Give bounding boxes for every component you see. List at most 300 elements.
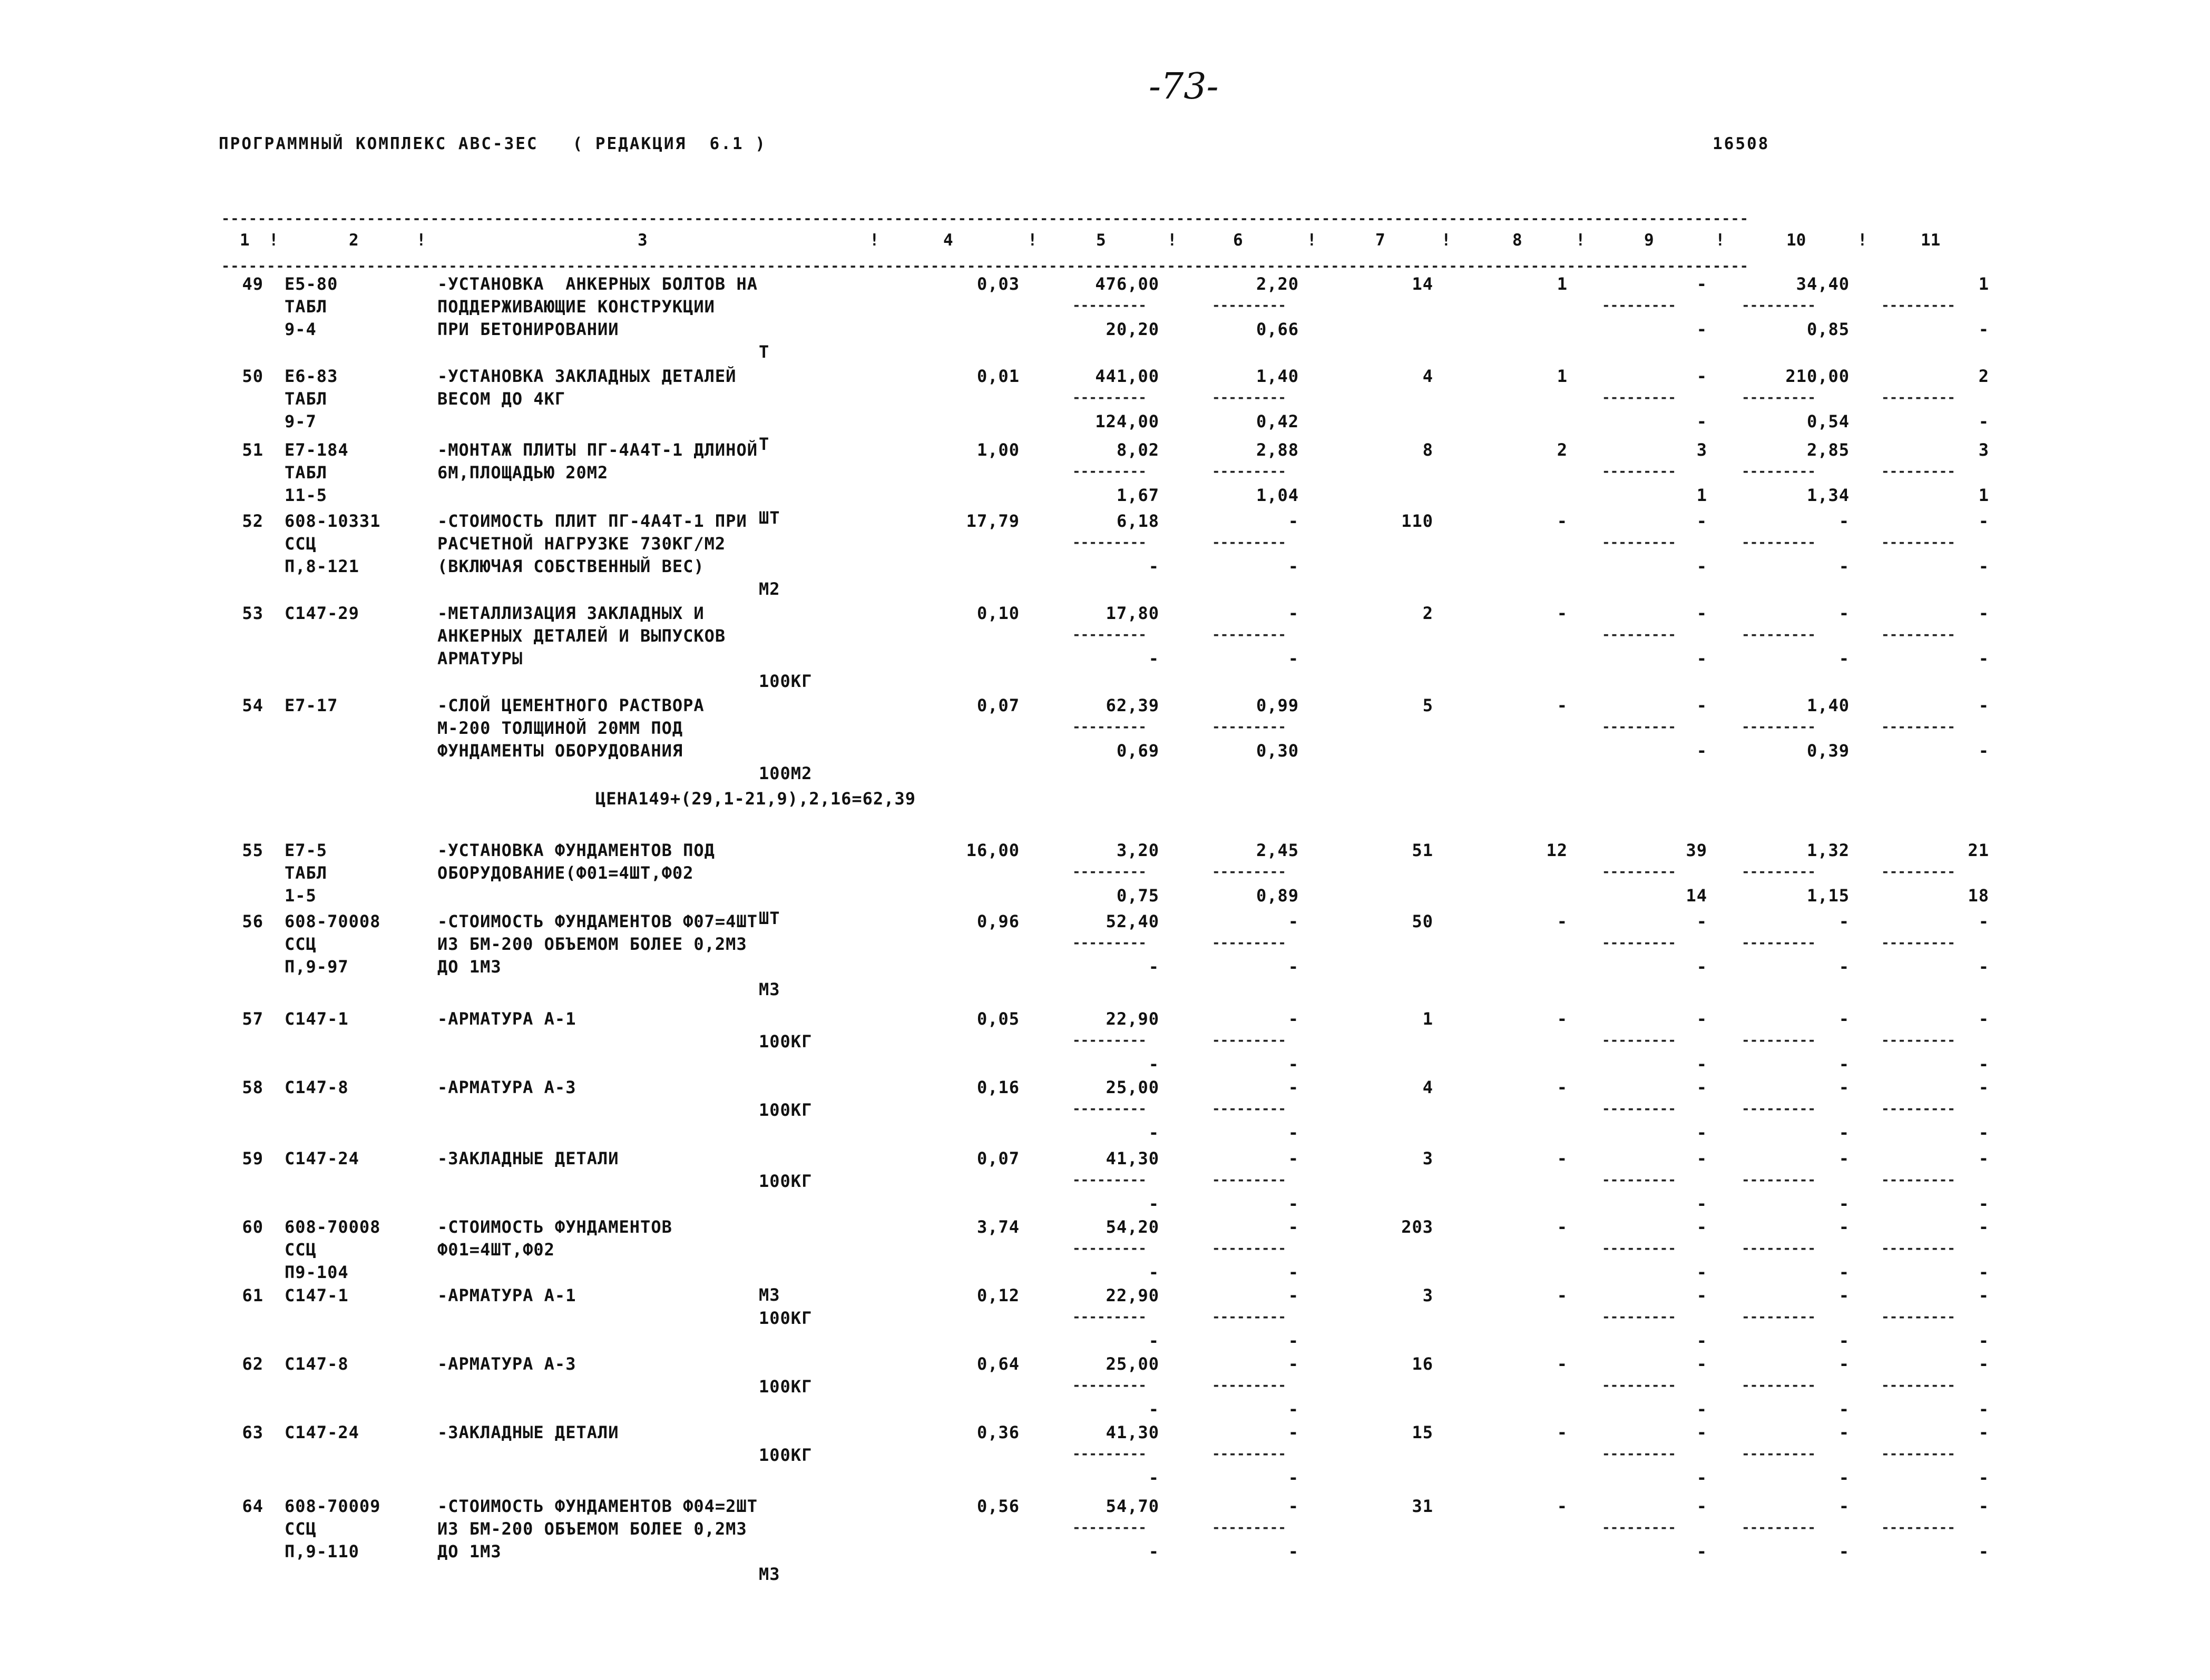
value-c5: 41,30 xyxy=(1106,1422,1159,1442)
value-c11b: - xyxy=(1978,1541,1989,1561)
unit-of-measure: Т xyxy=(759,342,770,362)
work-description: ФУНДАМЕНТЫ ОБОРУДОВАНИЯ xyxy=(437,741,683,761)
row-number: 64 xyxy=(242,1496,263,1516)
work-description: ВЕСОМ ДО 4КГ xyxy=(437,389,566,409)
column-number: 9 xyxy=(1644,231,1654,250)
rate-code: ССЦ xyxy=(285,1519,317,1539)
value-c5: 441,00 xyxy=(1095,366,1159,386)
cell-subrule: --------- xyxy=(1072,864,1147,880)
value-c11b: - xyxy=(1978,1194,1989,1214)
row-number: 51 xyxy=(242,440,263,460)
value-c10b: 0,39 xyxy=(1806,741,1850,761)
cell-subrule: --------- xyxy=(1212,1101,1286,1117)
unit-of-measure: ШТ xyxy=(759,908,780,928)
cell-subrule: --------- xyxy=(1072,535,1147,551)
work-description: -СТОИМОСТЬ ПЛИТ ПГ-4А4Т-1 ПРИ xyxy=(437,511,747,531)
table-rule-top: ------------------------------------------------------------------------------------------------------------------------------------------------------------------------ xyxy=(221,211,1749,227)
unit-of-measure: М3 xyxy=(759,979,780,999)
cell-subrule: --------- xyxy=(1881,1241,1955,1256)
cell-subrule: --------- xyxy=(1212,1378,1286,1393)
cell-subrule: --------- xyxy=(1072,719,1147,735)
value-c9: - xyxy=(1696,1354,1707,1374)
value-c6: - xyxy=(1288,1217,1299,1237)
column-separator: ! xyxy=(269,231,279,250)
value-c11b: - xyxy=(1978,741,1989,761)
cell-subrule: --------- xyxy=(1742,1309,1816,1325)
cell-subrule: --------- xyxy=(1602,719,1676,735)
table-rule-header: ------------------------------------------------------------------------------------------------------------------------------------------------------------------------ xyxy=(221,258,1749,274)
column-number: 3 xyxy=(638,231,648,250)
value-c6b: 0,30 xyxy=(1256,741,1299,761)
value-c6b: - xyxy=(1288,1054,1299,1074)
value-c7: 50 xyxy=(1412,911,1433,931)
value-c9: - xyxy=(1696,1285,1707,1305)
value-c10b: - xyxy=(1839,1054,1850,1074)
value-c11b: 18 xyxy=(1968,886,1989,906)
cell-subrule: --------- xyxy=(1072,627,1147,643)
value-c10: 2,85 xyxy=(1806,440,1850,460)
value-c8: 1 xyxy=(1557,366,1568,386)
cell-subrule: --------- xyxy=(1742,1172,1816,1188)
column-number: 7 xyxy=(1375,231,1385,250)
rate-code: ССЦ xyxy=(285,1240,317,1260)
rate-code: 11-5 xyxy=(285,485,328,505)
value-c9: - xyxy=(1696,1217,1707,1237)
value-c11b: - xyxy=(1978,957,1989,977)
value-c4: 0,05 xyxy=(976,1009,1020,1029)
value-c9: - xyxy=(1696,695,1707,715)
rate-code: ССЦ xyxy=(285,934,317,954)
value-c10b: - xyxy=(1839,1262,1850,1282)
row-number: 56 xyxy=(242,911,263,931)
value-c6: - xyxy=(1288,911,1299,931)
column-separator: ! xyxy=(1167,231,1177,250)
value-c6: - xyxy=(1288,1422,1299,1442)
cell-subrule: --------- xyxy=(1212,1446,1286,1462)
value-c6b: 0,89 xyxy=(1256,886,1299,906)
value-c11: 3 xyxy=(1978,440,1989,460)
work-description: РАСЧЕТНОЙ НАГРУЗКЕ 730КГ/М2 xyxy=(437,534,726,554)
value-c10b: 0,54 xyxy=(1806,411,1850,431)
value-c11: - xyxy=(1978,911,1989,931)
value-c8: - xyxy=(1557,1496,1568,1516)
value-c5b: - xyxy=(1148,1262,1159,1282)
value-c8: - xyxy=(1557,1009,1568,1029)
rate-code: ТАБЛ xyxy=(285,389,328,409)
value-c9: 39 xyxy=(1686,840,1707,860)
value-c11: - xyxy=(1978,695,1989,715)
value-c4: 0,16 xyxy=(976,1077,1020,1097)
column-separator: ! xyxy=(1441,231,1451,250)
value-c5: 476,00 xyxy=(1095,274,1159,294)
cell-subrule: --------- xyxy=(1881,298,1955,313)
cell-subrule: --------- xyxy=(1881,1101,1955,1117)
cell-subrule: --------- xyxy=(1072,1101,1147,1117)
row-number: 60 xyxy=(242,1217,263,1237)
row-number: 62 xyxy=(242,1354,263,1374)
value-c5b: - xyxy=(1148,1331,1159,1351)
value-c5b: - xyxy=(1148,649,1159,669)
cell-subrule: --------- xyxy=(1072,298,1147,313)
value-c7: 3 xyxy=(1422,1285,1433,1305)
cell-subrule: --------- xyxy=(1212,935,1286,951)
value-c6b: - xyxy=(1288,1331,1299,1351)
cell-subrule: --------- xyxy=(1212,535,1286,551)
cell-subrule: --------- xyxy=(1602,1241,1676,1256)
rate-code: Е7-5 xyxy=(285,840,328,860)
rate-code: Е6-83 xyxy=(285,366,338,386)
rate-code: Е5-80 xyxy=(285,274,338,294)
cell-subrule: --------- xyxy=(1602,1172,1676,1188)
value-c10b: 1,15 xyxy=(1806,886,1850,906)
cell-subrule: --------- xyxy=(1602,627,1676,643)
value-c10: - xyxy=(1839,1077,1850,1097)
value-c9b: - xyxy=(1696,556,1707,576)
value-c9b: - xyxy=(1696,1123,1707,1143)
work-description: -АРМАТУРА А-1 xyxy=(437,1009,576,1029)
value-c10b: - xyxy=(1839,1331,1850,1351)
rate-code: С147-29 xyxy=(285,603,359,623)
value-c5b: - xyxy=(1148,1054,1159,1074)
rate-code: ТАБЛ xyxy=(285,297,328,317)
cell-subrule: --------- xyxy=(1602,935,1676,951)
value-c9b: - xyxy=(1696,1194,1707,1214)
unit-of-measure: 100КГ xyxy=(759,1377,813,1397)
cell-subrule: --------- xyxy=(1212,719,1286,735)
cell-subrule: --------- xyxy=(1742,390,1816,406)
value-c11b: - xyxy=(1978,1399,1989,1419)
value-c11b: - xyxy=(1978,556,1989,576)
work-description: -МОНТАЖ ПЛИТЫ ПГ-4А4Т-1 ДЛИНОЙ xyxy=(437,440,758,460)
value-c6: - xyxy=(1288,1077,1299,1097)
value-c8: - xyxy=(1557,695,1568,715)
cell-subrule: --------- xyxy=(1602,535,1676,551)
row-number: 50 xyxy=(242,366,263,386)
column-number: 6 xyxy=(1233,231,1243,250)
value-c9: - xyxy=(1696,274,1707,294)
unit-of-measure: 100М2 xyxy=(759,763,813,783)
value-c4: 16,00 xyxy=(966,840,1020,860)
rate-code: С147-8 xyxy=(285,1354,349,1374)
value-c10: - xyxy=(1839,1217,1850,1237)
work-description: ДО 1М3 xyxy=(437,957,502,977)
work-description: АРМАТУРЫ xyxy=(437,649,523,669)
unit-of-measure: 100КГ xyxy=(759,1031,813,1052)
value-c7: 5 xyxy=(1422,695,1433,715)
value-c9b: - xyxy=(1696,1054,1707,1074)
value-c11b: - xyxy=(1978,1331,1989,1351)
value-c6: 1,40 xyxy=(1256,366,1299,386)
value-c5b: - xyxy=(1148,556,1159,576)
value-c4: 0,07 xyxy=(976,1148,1020,1168)
value-c10: - xyxy=(1839,1009,1850,1029)
cell-subrule: --------- xyxy=(1742,1241,1816,1256)
value-c11b: - xyxy=(1978,411,1989,431)
cell-subrule: --------- xyxy=(1881,935,1955,951)
value-c5b: - xyxy=(1148,1194,1159,1214)
cell-subrule: --------- xyxy=(1881,1378,1955,1393)
cell-subrule: --------- xyxy=(1602,1309,1676,1325)
value-c7: 31 xyxy=(1412,1496,1433,1516)
value-c6: 2,20 xyxy=(1256,274,1299,294)
value-c4: 17,79 xyxy=(966,511,1020,531)
rate-code: 9-4 xyxy=(285,319,317,339)
value-c10: 1,32 xyxy=(1806,840,1850,860)
work-description: ОБОРУДОВАНИЕ(Ф01=4ШТ,Ф02 xyxy=(437,863,694,883)
value-c8: - xyxy=(1557,1217,1568,1237)
value-c4: 0,36 xyxy=(976,1422,1020,1442)
work-description: -АРМАТУРА А-1 xyxy=(437,1285,576,1305)
cell-subrule: --------- xyxy=(1212,464,1286,479)
value-c11b: - xyxy=(1978,1054,1989,1074)
column-number: 10 xyxy=(1786,231,1806,250)
value-c11b: 1 xyxy=(1978,485,1989,505)
work-description: Ф01=4ШТ,Ф02 xyxy=(437,1240,555,1260)
value-c5b: - xyxy=(1148,1123,1159,1143)
value-c6b: - xyxy=(1288,1194,1299,1214)
value-c10: - xyxy=(1839,1285,1850,1305)
value-c6b: - xyxy=(1288,1399,1299,1419)
column-separator: ! xyxy=(1307,231,1317,250)
value-c6: 2,45 xyxy=(1256,840,1299,860)
work-description: (ВКЛЮЧАЯ СОБСТВЕННЫЙ ВЕС) xyxy=(437,556,705,576)
value-c7: 51 xyxy=(1412,840,1433,860)
rate-code: ССЦ xyxy=(285,534,317,554)
unit-of-measure: Т xyxy=(759,434,770,454)
row-number: 61 xyxy=(242,1285,263,1305)
rate-code: 608-70009 xyxy=(285,1496,381,1516)
value-c9b: - xyxy=(1696,1262,1707,1282)
value-c9: - xyxy=(1696,1077,1707,1097)
value-c11: 21 xyxy=(1968,840,1989,860)
value-c5b: - xyxy=(1148,1541,1159,1561)
value-c5: 62,39 xyxy=(1106,695,1159,715)
value-c4: 0,10 xyxy=(976,603,1020,623)
value-c11: - xyxy=(1978,1285,1989,1305)
work-description: АНКЕРНЫХ ДЕТАЛЕЙ И ВЫПУСКОВ xyxy=(437,626,726,646)
row-number: 52 xyxy=(242,511,263,531)
value-c9: 3 xyxy=(1696,440,1707,460)
value-c7: 8 xyxy=(1422,440,1433,460)
work-description: ИЗ БМ-200 ОБЪЕМОМ БОЛЕЕ 0,2М3 xyxy=(437,1519,747,1539)
work-description: ДО 1М3 xyxy=(437,1541,502,1561)
rate-code: П,9-97 xyxy=(285,957,349,977)
value-c7: 16 xyxy=(1412,1354,1433,1374)
value-c10: - xyxy=(1839,603,1850,623)
cell-subrule: --------- xyxy=(1212,1309,1286,1325)
value-c9b: 1 xyxy=(1696,485,1707,505)
value-c10: - xyxy=(1839,1148,1850,1168)
value-c5: 25,00 xyxy=(1106,1354,1159,1374)
work-description: ПРИ БЕТОНИРОВАНИИ xyxy=(437,319,619,339)
value-c7: 110 xyxy=(1401,511,1433,531)
cell-subrule: --------- xyxy=(1602,1446,1676,1462)
value-c6b: - xyxy=(1288,1541,1299,1561)
value-c10: - xyxy=(1839,911,1850,931)
value-c11b: - xyxy=(1978,1262,1989,1282)
value-c4: 1,00 xyxy=(976,440,1020,460)
value-c6b: - xyxy=(1288,556,1299,576)
value-c5: 17,80 xyxy=(1106,603,1159,623)
value-c9: - xyxy=(1696,1496,1707,1516)
value-c11: - xyxy=(1978,1354,1989,1374)
row-number: 59 xyxy=(242,1148,263,1168)
work-description: -СТОИМОСТЬ ФУНДАМЕНТОВ Ф04=2ШТ xyxy=(437,1496,758,1516)
cell-subrule: --------- xyxy=(1881,1172,1955,1188)
value-c7: 203 xyxy=(1401,1217,1433,1237)
cell-subrule: --------- xyxy=(1602,1520,1676,1536)
cell-subrule: --------- xyxy=(1742,298,1816,313)
value-c4: 0,03 xyxy=(976,274,1020,294)
unit-of-measure: М3 xyxy=(759,1285,780,1305)
value-c5: 6,18 xyxy=(1116,511,1159,531)
value-c9b: - xyxy=(1696,319,1707,339)
value-c5b: 20,20 xyxy=(1106,319,1159,339)
cell-subrule: --------- xyxy=(1742,1101,1816,1117)
column-number: 11 xyxy=(1921,231,1941,250)
value-c6: - xyxy=(1288,1285,1299,1305)
cell-subrule: --------- xyxy=(1742,1446,1816,1462)
value-c11: - xyxy=(1978,1422,1989,1442)
value-c7: 4 xyxy=(1422,1077,1433,1097)
value-c11: - xyxy=(1978,1009,1989,1029)
value-c6b: - xyxy=(1288,1123,1299,1143)
column-separator: ! xyxy=(869,231,879,250)
rate-code: 608-70008 xyxy=(285,911,381,931)
work-description: М-200 ТОЛЩИНОЙ 20ММ ПОД xyxy=(437,718,683,738)
column-number: 5 xyxy=(1096,231,1106,250)
unit-of-measure: М3 xyxy=(759,1564,780,1584)
row-number: 54 xyxy=(242,695,263,715)
cell-subrule: --------- xyxy=(1072,1520,1147,1536)
value-c9: - xyxy=(1696,603,1707,623)
value-c9b: - xyxy=(1696,1331,1707,1351)
value-c11b: - xyxy=(1978,649,1989,669)
cell-subrule: --------- xyxy=(1212,627,1286,643)
value-c11b: - xyxy=(1978,1123,1989,1143)
work-description: -МЕТАЛЛИЗАЦИЯ ЗАКЛАДНЫХ И xyxy=(437,603,705,623)
rate-code: С147-24 xyxy=(285,1422,359,1442)
value-c8: - xyxy=(1557,511,1568,531)
cell-subrule: --------- xyxy=(1212,1520,1286,1536)
rate-code: С147-8 xyxy=(285,1077,349,1097)
value-c9: - xyxy=(1696,1148,1707,1168)
value-c6: - xyxy=(1288,1148,1299,1168)
value-c10b: - xyxy=(1839,1194,1850,1214)
cell-subrule: --------- xyxy=(1212,864,1286,880)
value-c10b: - xyxy=(1839,556,1850,576)
value-c6b: 1,04 xyxy=(1256,485,1299,505)
work-description: -УСТАНОВКА ФУНДАМЕНТОВ ПОД xyxy=(437,840,715,860)
cell-subrule: --------- xyxy=(1742,1033,1816,1048)
value-c4: 0,12 xyxy=(976,1285,1020,1305)
cell-subrule: --------- xyxy=(1881,535,1955,551)
value-c10: 1,40 xyxy=(1806,695,1850,715)
rate-code: С147-24 xyxy=(285,1148,359,1168)
cell-subrule: --------- xyxy=(1881,719,1955,735)
value-c7: 1 xyxy=(1422,1009,1433,1029)
value-c6: - xyxy=(1288,511,1299,531)
rate-code: С147-1 xyxy=(285,1285,349,1305)
unit-of-measure: ШТ xyxy=(759,508,780,528)
rate-code: ТАБЛ xyxy=(285,863,328,883)
rate-code: С147-1 xyxy=(285,1009,349,1029)
cell-subrule: --------- xyxy=(1742,864,1816,880)
value-c5: 54,20 xyxy=(1106,1217,1159,1237)
unit-of-measure: 100КГ xyxy=(759,1445,813,1465)
value-c10: - xyxy=(1839,511,1850,531)
row-number: 49 xyxy=(242,274,263,294)
value-c5b: 0,75 xyxy=(1116,886,1159,906)
value-c4: 0,07 xyxy=(976,695,1020,715)
column-number: 2 xyxy=(349,231,359,250)
value-c9b: - xyxy=(1696,411,1707,431)
value-c5b: - xyxy=(1148,1468,1159,1488)
value-c10: 210,00 xyxy=(1785,366,1850,386)
row-number: 55 xyxy=(242,840,263,860)
value-c5: 41,30 xyxy=(1106,1148,1159,1168)
value-c6: 2,88 xyxy=(1256,440,1299,460)
value-c8: - xyxy=(1557,911,1568,931)
work-description: -ЗАКЛАДНЫЕ ДЕТАЛИ xyxy=(437,1148,619,1168)
value-c10: - xyxy=(1839,1496,1850,1516)
value-c11: - xyxy=(1978,603,1989,623)
cell-subrule: --------- xyxy=(1742,719,1816,735)
work-description: -АРМАТУРА А-3 xyxy=(437,1354,576,1374)
cell-subrule: --------- xyxy=(1212,1033,1286,1048)
value-c8: - xyxy=(1557,1077,1568,1097)
rate-code: П9-104 xyxy=(285,1262,349,1282)
value-c8: - xyxy=(1557,1354,1568,1374)
cell-subrule: --------- xyxy=(1072,1033,1147,1048)
document-code: 16508 xyxy=(1713,134,1770,153)
cell-subrule: --------- xyxy=(1602,864,1676,880)
value-c9: - xyxy=(1696,1422,1707,1442)
cell-subrule: --------- xyxy=(1212,298,1286,313)
cell-subrule: --------- xyxy=(1072,1241,1147,1256)
value-c6: 0,99 xyxy=(1256,695,1299,715)
cell-subrule: --------- xyxy=(1602,464,1676,479)
value-c10b: 1,34 xyxy=(1806,485,1850,505)
value-c5b: - xyxy=(1148,957,1159,977)
value-c11b: - xyxy=(1978,319,1989,339)
unit-of-measure: М2 xyxy=(759,579,780,599)
work-description: ПОДДЕРЖИВАЮЩИЕ КОНСТРУКЦИИ xyxy=(437,297,715,317)
cell-subrule: --------- xyxy=(1742,1378,1816,1393)
value-c7: 15 xyxy=(1412,1422,1433,1442)
cell-subrule: --------- xyxy=(1881,390,1955,406)
value-c10b: - xyxy=(1839,649,1850,669)
cell-subrule: --------- xyxy=(1881,627,1955,643)
value-c6b: 0,66 xyxy=(1256,319,1299,339)
value-c9b: - xyxy=(1696,1468,1707,1488)
value-c4: 0,64 xyxy=(976,1354,1020,1374)
value-c9b: - xyxy=(1696,741,1707,761)
cell-subrule: --------- xyxy=(1881,464,1955,479)
cell-subrule: --------- xyxy=(1072,1309,1147,1325)
rate-code: Е7-17 xyxy=(285,695,338,715)
value-c10b: - xyxy=(1839,1399,1850,1419)
cell-subrule: --------- xyxy=(1881,1309,1955,1325)
cell-subrule: --------- xyxy=(1602,390,1676,406)
value-c9: - xyxy=(1696,1009,1707,1029)
value-c11: - xyxy=(1978,1217,1989,1237)
cell-subrule: --------- xyxy=(1072,1378,1147,1393)
value-c11: - xyxy=(1978,1496,1989,1516)
cell-subrule: --------- xyxy=(1742,1520,1816,1536)
value-c5: 3,20 xyxy=(1116,840,1159,860)
value-c7: 4 xyxy=(1422,366,1433,386)
